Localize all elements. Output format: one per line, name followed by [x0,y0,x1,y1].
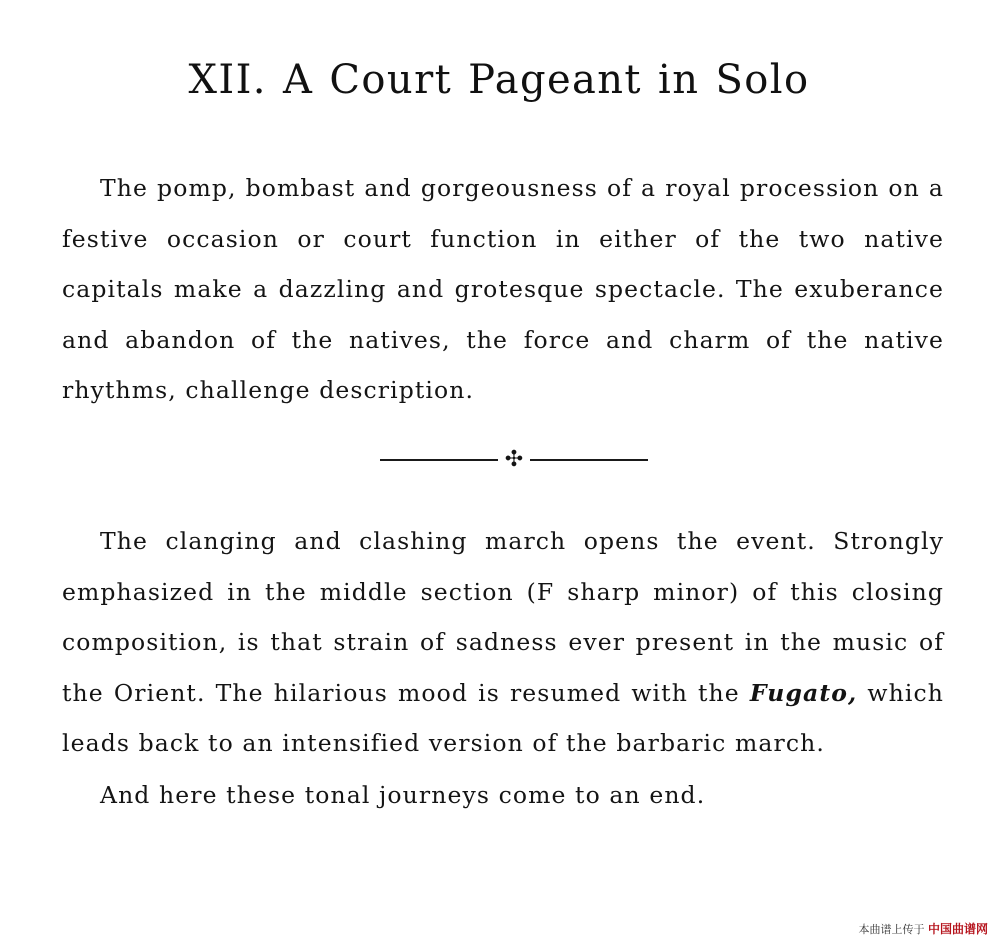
description-paragraph [62,516,944,769]
watermark-site-logo: 中国曲谱网 [927,922,988,936]
page-title: XII. A Court Pageant in Solo [188,57,810,103]
fugato-term: Fugato, [749,678,858,707]
description-text-end: which leads back to an intensified version of the barbaric march. [62,678,944,757]
intro-paragraph: The pomp, bombast and gorgeousness of a royal procession on a festive occasion or court function in either of the two native capitals make a dazzling and grotesque spectacle. The exuberance and abandon of the natives, the force and charm of the native rhythms, challenge description. [62,174,944,404]
divider-rule-left [380,459,498,461]
closing-line: And here these tonal journeys come to an end. [100,781,706,809]
watermark-prefix: 本曲谱上传于 [858,923,925,936]
source-watermark [858,920,988,937]
section-divider [380,446,648,474]
description-text-start: The clanging and clashing march opens the event. Strongly emphasized in the middle section (F sharp minor) of this closing composition, is that strain of sadness ever present in the music of the Orient. The hilarious mood is resumed with the [62,527,944,707]
fleuron-icon: ✣ [504,447,524,472]
divider-rule-right [530,459,648,461]
